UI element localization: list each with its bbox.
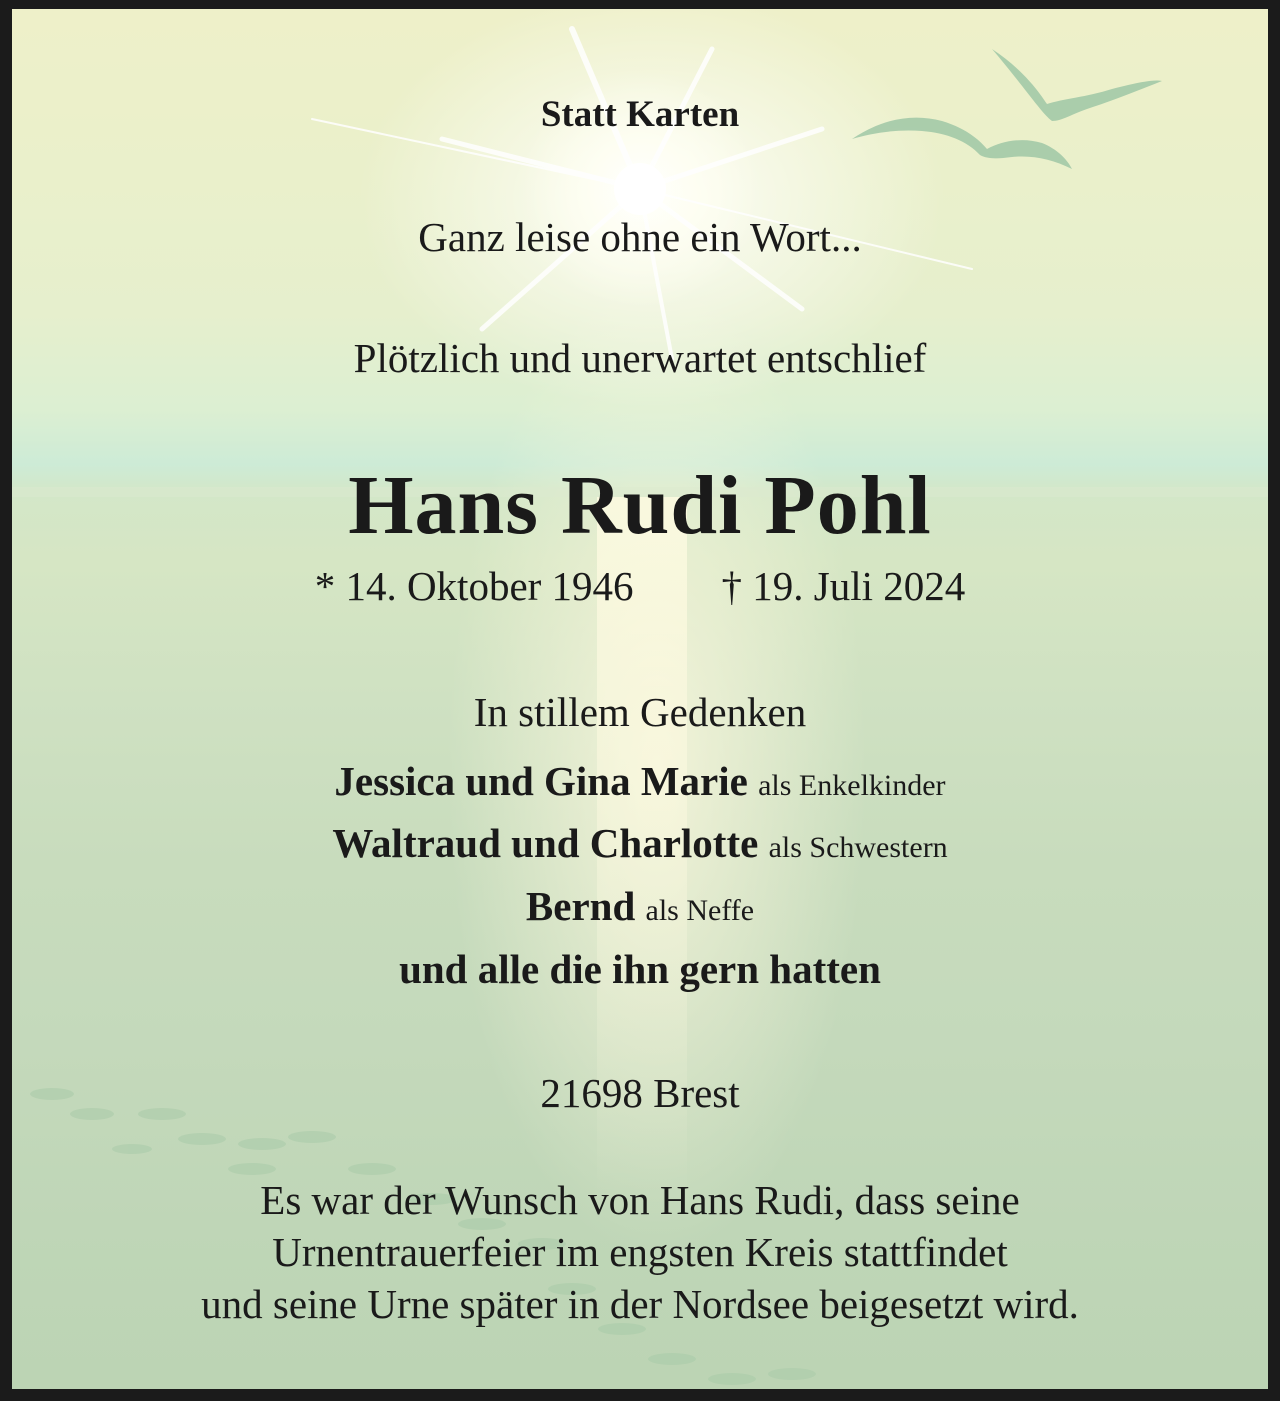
mourner-relation: als Schwestern: [768, 831, 948, 864]
mourner-line: [12, 945, 1268, 993]
intro-text: Plötzlich und unerwartet entschlief: [353, 335, 927, 381]
notice-header: Statt Karten: [540, 94, 740, 135]
wish-line: Es war der Wunsch von Hans Rudi, dass seine: [260, 1177, 1020, 1223]
mourner-names: Waltraud und Charlotte: [332, 820, 759, 866]
death-date: † 19. Juli 2024: [721, 563, 966, 609]
notice-text: [12, 9, 1268, 1389]
mourner-names: und alle die ihn gern hatten: [399, 946, 881, 992]
funeral-wish: [12, 1174, 1268, 1330]
motto: Ganz leise ohne ein Wort...: [418, 214, 862, 260]
mourner-line: [12, 882, 1268, 930]
mourner-relation: als Neffe: [645, 894, 755, 927]
wish-line: Urnentrauerfeier im engsten Kreis stattfindet: [272, 1229, 1008, 1275]
life-dates: [12, 562, 1268, 610]
mourner-relation: als Enkelkinder: [758, 769, 946, 802]
mourner-names: Jessica und Gina Marie: [334, 758, 748, 804]
remembrance-text: In stillem Gedenken: [473, 689, 807, 735]
place: 21698 Brest: [540, 1070, 740, 1116]
wish-line: und seine Urne später in der Nordsee beigesetzt wird.: [201, 1281, 1079, 1327]
birth-date: * 14. Oktober 1946: [314, 563, 634, 609]
mourner-line: [12, 757, 1268, 805]
mourner-line: [12, 819, 1268, 867]
mourner-names: Bernd: [525, 883, 636, 929]
deceased-name: Hans Rudi Pohl: [348, 459, 932, 552]
